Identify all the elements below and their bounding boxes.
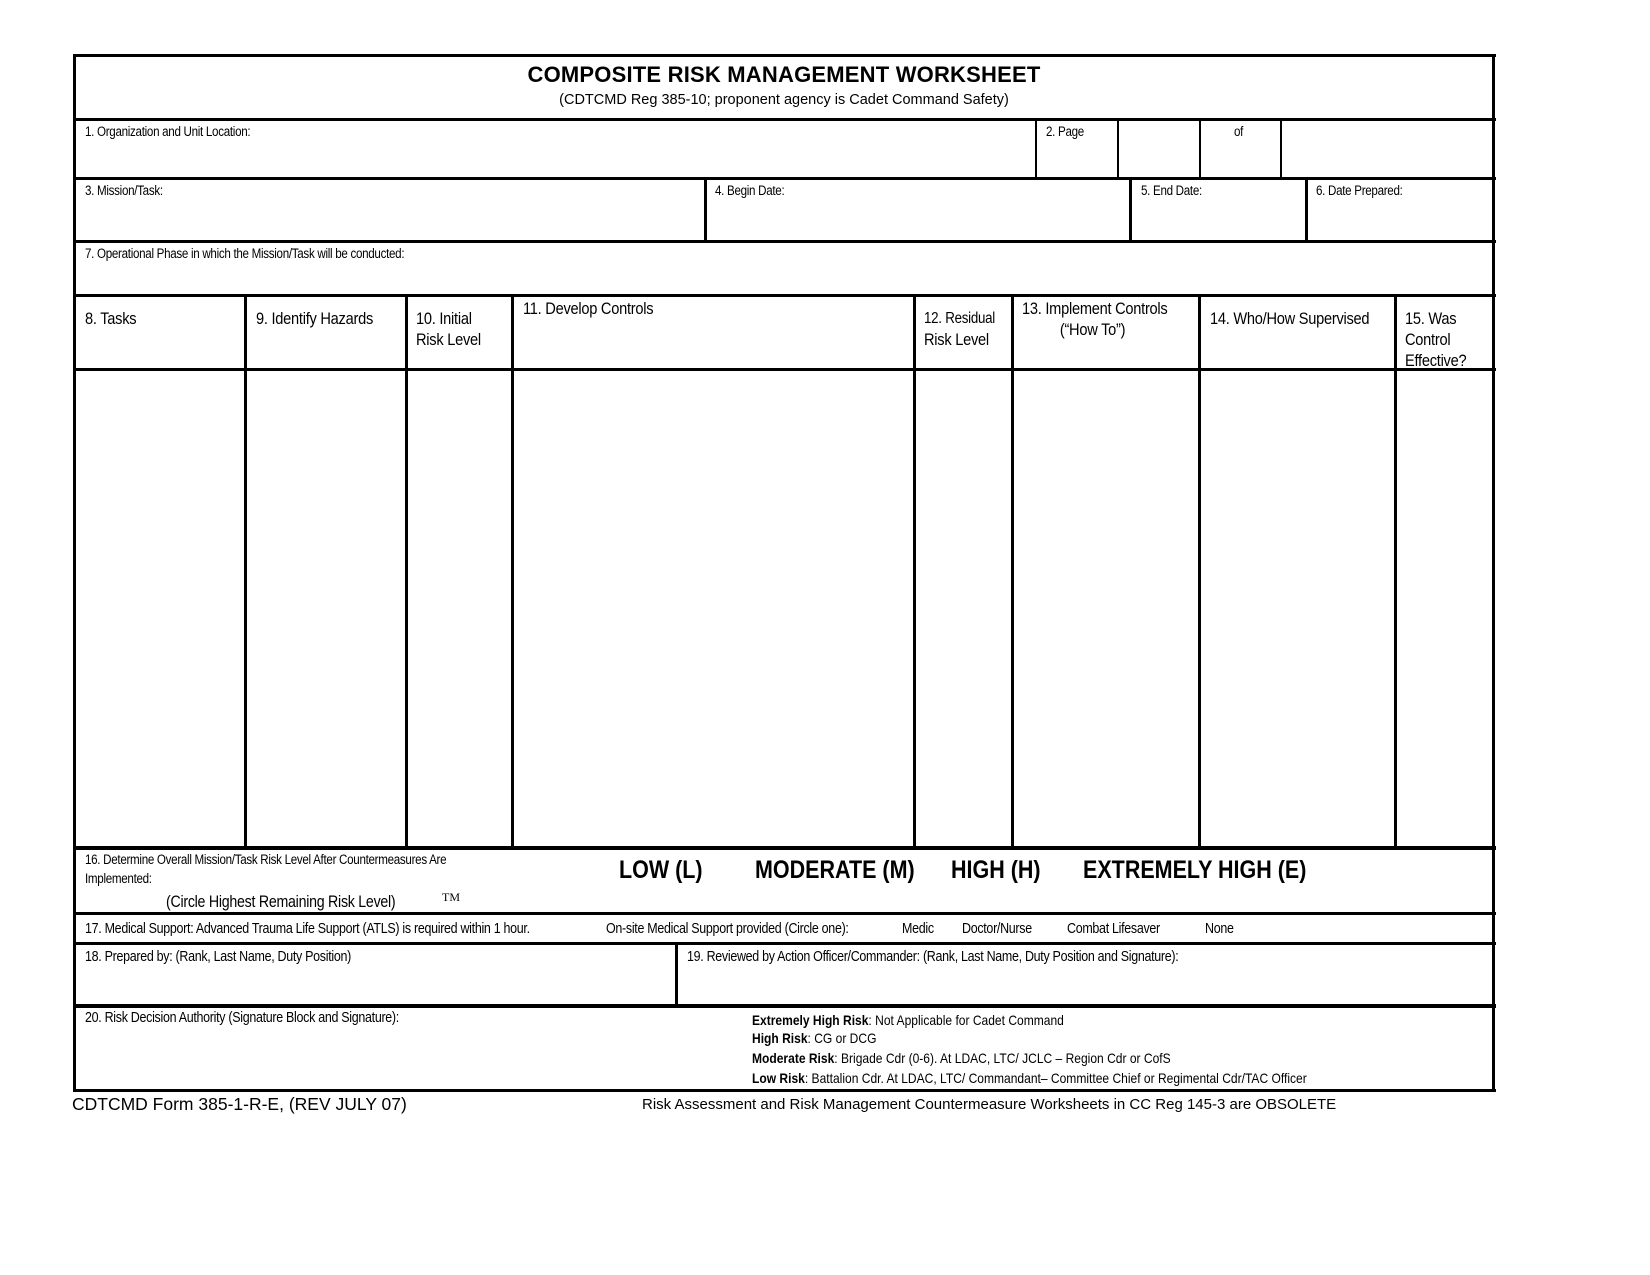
authority-low (752, 1070, 1307, 1086)
authority-level-name: Low Risk (752, 1070, 805, 1086)
header-text: 9. Identify Hazards (256, 309, 374, 328)
header-text: 11. Develop Controls (523, 299, 654, 318)
onsite-medical-label: On-site Medical Support provided (Circle one): (606, 921, 849, 937)
organization-label: 1. Organization and Unit Location: (85, 124, 251, 139)
header-text: 14. Who/How Supervised (1210, 309, 1370, 328)
header-text: Risk Level (416, 330, 481, 349)
medical-option-medic[interactable]: Medic (902, 921, 934, 937)
overall-risk-label-2: Implemented: (85, 871, 152, 886)
page-number-field[interactable] (1119, 121, 1199, 177)
authority-moderate (752, 1050, 1171, 1066)
table-cell-initial-risk[interactable] (408, 371, 511, 846)
overall-risk-instruction: (Circle Highest Remaining Risk Level) (166, 893, 396, 911)
divider-row7 (73, 294, 1496, 297)
obsolete-notice: Risk Assessment and Risk Management Countermeasure Worksheets in CC Reg 145-3 are OBSOLETE (642, 1096, 1337, 1113)
prepared-by-label: 18. Prepared by: (Rank, Last Name, Duty Position) (85, 949, 351, 965)
column-header-supervised (1210, 308, 1369, 329)
header-text: 10. Initial (416, 309, 472, 328)
header-text: Control (1405, 330, 1451, 349)
trademark-mark: TM (442, 890, 460, 904)
column-header-control-effective (1405, 308, 1466, 371)
authority-level-desc: : CG or DCG (807, 1030, 877, 1046)
medical-option-combat-lifesaver[interactable]: Combat Lifesaver (1067, 921, 1160, 937)
page-label: 2. Page (1046, 124, 1084, 139)
authority-high (752, 1030, 876, 1046)
form-number: CDTCMD Form 385-1-R-E, (REV JULY 07) (72, 1094, 407, 1114)
header-text: 12. Residual (924, 310, 996, 327)
table-cell-develop-controls[interactable] (514, 371, 913, 846)
page-total-field[interactable] (1282, 121, 1492, 177)
column-header-develop-controls (523, 298, 653, 319)
header-text: Risk Level (924, 330, 989, 349)
header-text: 15. Was (1405, 309, 1457, 328)
authority-level-desc: : Not Applicable for Cadet Command (868, 1012, 1064, 1028)
column-header-initial-risk (416, 308, 481, 350)
table-cell-tasks[interactable] (76, 371, 244, 846)
column-header-implement-controls (1022, 298, 1167, 340)
mission-field[interactable] (76, 180, 704, 240)
operational-phase-label: 7. Operational Phase in which the Mission/Task will be conducted: (85, 246, 405, 261)
risk-option-high[interactable]: HIGH (H) (951, 856, 1041, 884)
risk-option-extremely-high[interactable]: EXTREMELY HIGH (E) (1083, 856, 1307, 884)
header-text: 8. Tasks (85, 309, 137, 328)
column-header-hazards (256, 308, 373, 329)
table-cell-supervised[interactable] (1201, 371, 1394, 846)
date-prepared-label: 6. Date Prepared: (1316, 183, 1403, 198)
header-text: Effective? (1405, 351, 1467, 370)
reviewed-by-label: 19. Reviewed by Action Officer/Commander: (Rank, Last Name, Duty Position and Signature): (687, 949, 1179, 965)
authority-level-name: High Risk (752, 1030, 808, 1046)
authority-level-desc: : Battalion Cdr. At LDAC, LTC/ Commandant– Committee Chief or Regimental Cdr/TAC Officer (804, 1070, 1307, 1086)
end-date-label: 5. End Date: (1141, 183, 1202, 198)
table-cell-residual-risk[interactable] (916, 371, 1011, 846)
frame-bottom (73, 1089, 1496, 1092)
frame-top (73, 54, 1496, 57)
frame-right (1492, 54, 1495, 1092)
mission-label: 3. Mission/Task: (85, 183, 163, 198)
risk-option-low[interactable]: LOW (L) (619, 856, 703, 884)
authority-extremely-high (752, 1012, 1064, 1028)
overall-risk-label-1: 16. Determine Overall Mission/Task Risk Level After Countermeasures Are (85, 852, 447, 867)
risk-option-moderate[interactable]: MODERATE (M) (755, 856, 915, 884)
authority-level-desc: : Brigade Cdr (0-6). At LDAC, LTC/ JCLC – Region Cdr or CofS (834, 1050, 1171, 1066)
divider-body (73, 846, 1496, 850)
page-of-label: of (1234, 124, 1244, 139)
form-title: COMPOSITE RISK MANAGEMENT WORKSHEET (527, 62, 1041, 87)
divider-v (1035, 121, 1037, 177)
table-cell-control-effective[interactable] (1397, 371, 1492, 846)
header-text: 13. Implement Controls (1022, 299, 1168, 318)
medical-option-doctor-nurse[interactable]: Doctor/Nurse (962, 921, 1032, 937)
authority-level-name: Extremely High Risk (752, 1012, 869, 1028)
column-header-tasks (85, 308, 136, 329)
table-cell-hazards[interactable] (247, 371, 405, 846)
divider-v (1199, 121, 1201, 177)
begin-date-label: 4. Begin Date: (715, 183, 785, 198)
form-subtitle: (CDTCMD Reg 385-10; proponent agency is Cadet Command Safety) (559, 92, 1009, 108)
table-cell-implement-controls[interactable] (1014, 371, 1198, 846)
header-text: (“How To”) (1059, 320, 1126, 339)
authority-level-name: Moderate Risk (752, 1050, 835, 1066)
column-header-residual-risk (924, 308, 995, 350)
medical-option-none[interactable]: None (1205, 921, 1234, 937)
decision-authority-label: 20. Risk Decision Authority (Signature Block and Signature): (85, 1010, 399, 1026)
medical-support-label: 17. Medical Support: Advanced Trauma Life Support (ATLS) is required within 1 hour. (85, 921, 530, 937)
